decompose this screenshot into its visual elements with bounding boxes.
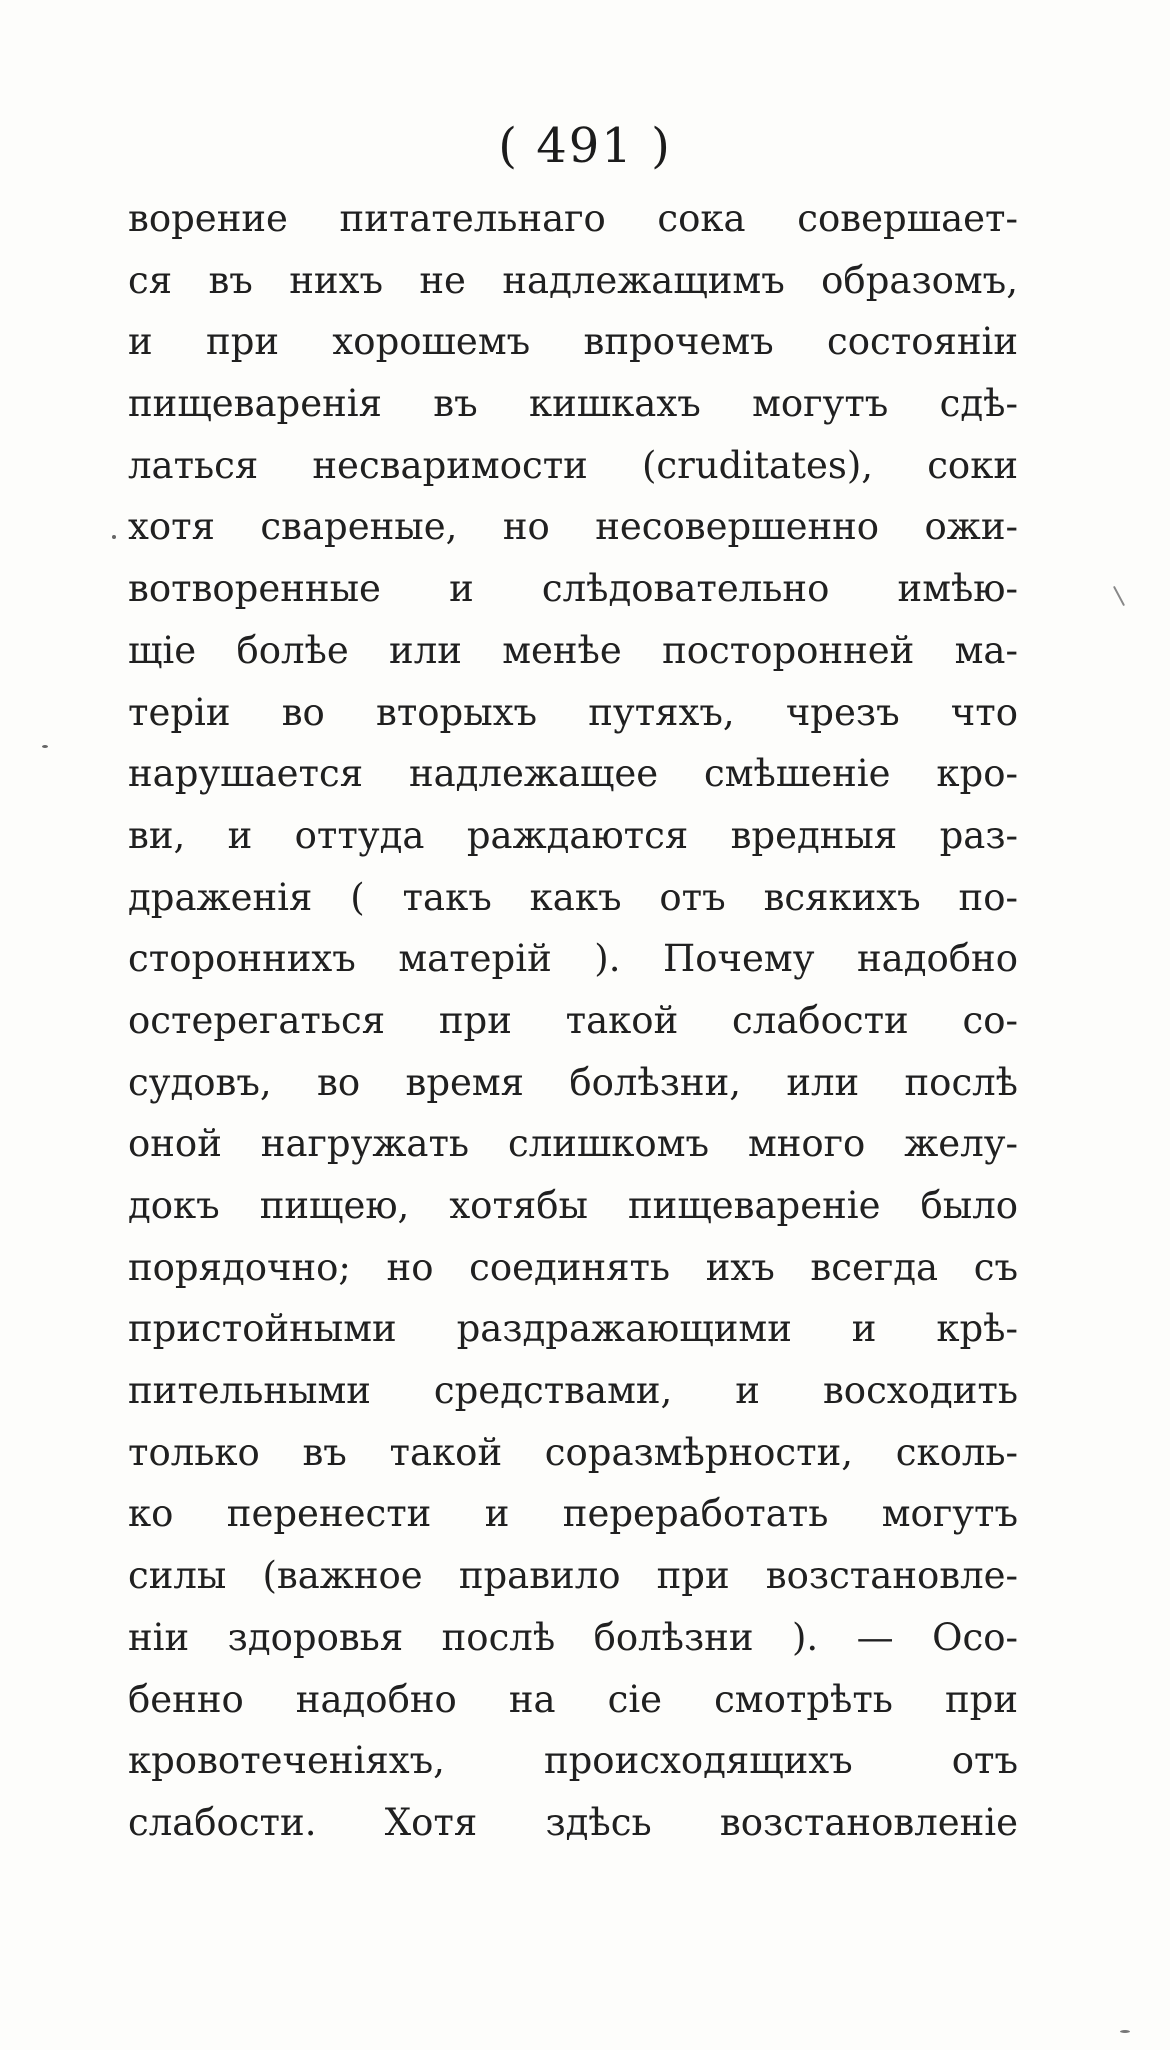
text-line-1: ворение питательнаго сока совершает-	[128, 197, 1018, 240]
text-line-13: стороннихъ матерій ). Почему надобно	[128, 937, 1018, 981]
text-line-8: щіе болѣе или менѣе посторонней ма-	[128, 628, 1018, 672]
paper-speck	[42, 745, 48, 748]
text-line-15: судовъ, во время болѣзни, или послѣ	[128, 1060, 1018, 1104]
text-line-24: ніи здоровья послѣ болѣзни ). — Осо-	[128, 1615, 1018, 1659]
text-line-20: пительными средствами, и восходить	[128, 1369, 1018, 1413]
text-line-26: кровотеченіяхъ, происходящихъ отъ	[128, 1739, 1018, 1783]
text-line-23: силы (важное правило при возстановле-	[128, 1554, 1018, 1598]
text-line-21: только въ такой соразмѣрности, сколь-	[128, 1430, 1018, 1474]
text-line-5: латься несваримости (cruditates), соки	[128, 443, 1018, 487]
paper-speck	[1113, 586, 1125, 606]
text-line-4: пищеваренія въ кишкахъ могутъ сдѣ-	[128, 382, 1018, 426]
text-line-25: бенно надобно на сіе смотрѣть при	[128, 1677, 1018, 1721]
paper-speck	[1120, 2030, 1130, 2033]
paper-speck	[112, 535, 116, 539]
text-line-19: пристойными раздражающими и крѣ-	[128, 1307, 1018, 1351]
text-line-14: остерегаться при такой слабости со-	[128, 998, 1018, 1042]
text-line-2: ся въ нихъ не надлежащимъ образомъ,	[128, 258, 1018, 302]
text-line-3: и при хорошемъ впрочемъ состояніи	[128, 320, 1018, 364]
text-line-22: ко перенести и переработать могутъ	[128, 1492, 1018, 1536]
text-line-10: нарушается надлежащее смѣшеніе кро-	[128, 752, 1018, 796]
text-line-7: вотворенные и слѣдовательно имѣю-	[128, 567, 1018, 611]
page-number: ( 491 )	[498, 118, 672, 174]
text-line-18: порядочно; но соединять ихъ всегда съ	[128, 1245, 1018, 1289]
text-line-6: хотя свареные, но несовершенно ожи-	[128, 505, 1018, 549]
text-line-11: ви, и оттуда раждаются вредныя раз-	[128, 813, 1018, 857]
page-body-text	[128, 188, 1018, 1854]
text-line-27: слабости. Хотя здѣсь возстановленіе	[128, 1800, 1018, 1844]
text-line-12: драженія ( такъ какъ отъ всякихъ по-	[128, 875, 1018, 919]
text-line-16: оной нагружать слишкомъ много желу-	[128, 1122, 1018, 1166]
text-line-17: докъ пищею, хотябы пищевареніе было	[128, 1184, 1018, 1227]
text-line-9: теріи во вторыхъ путяхъ, чрезъ что	[128, 690, 1018, 734]
